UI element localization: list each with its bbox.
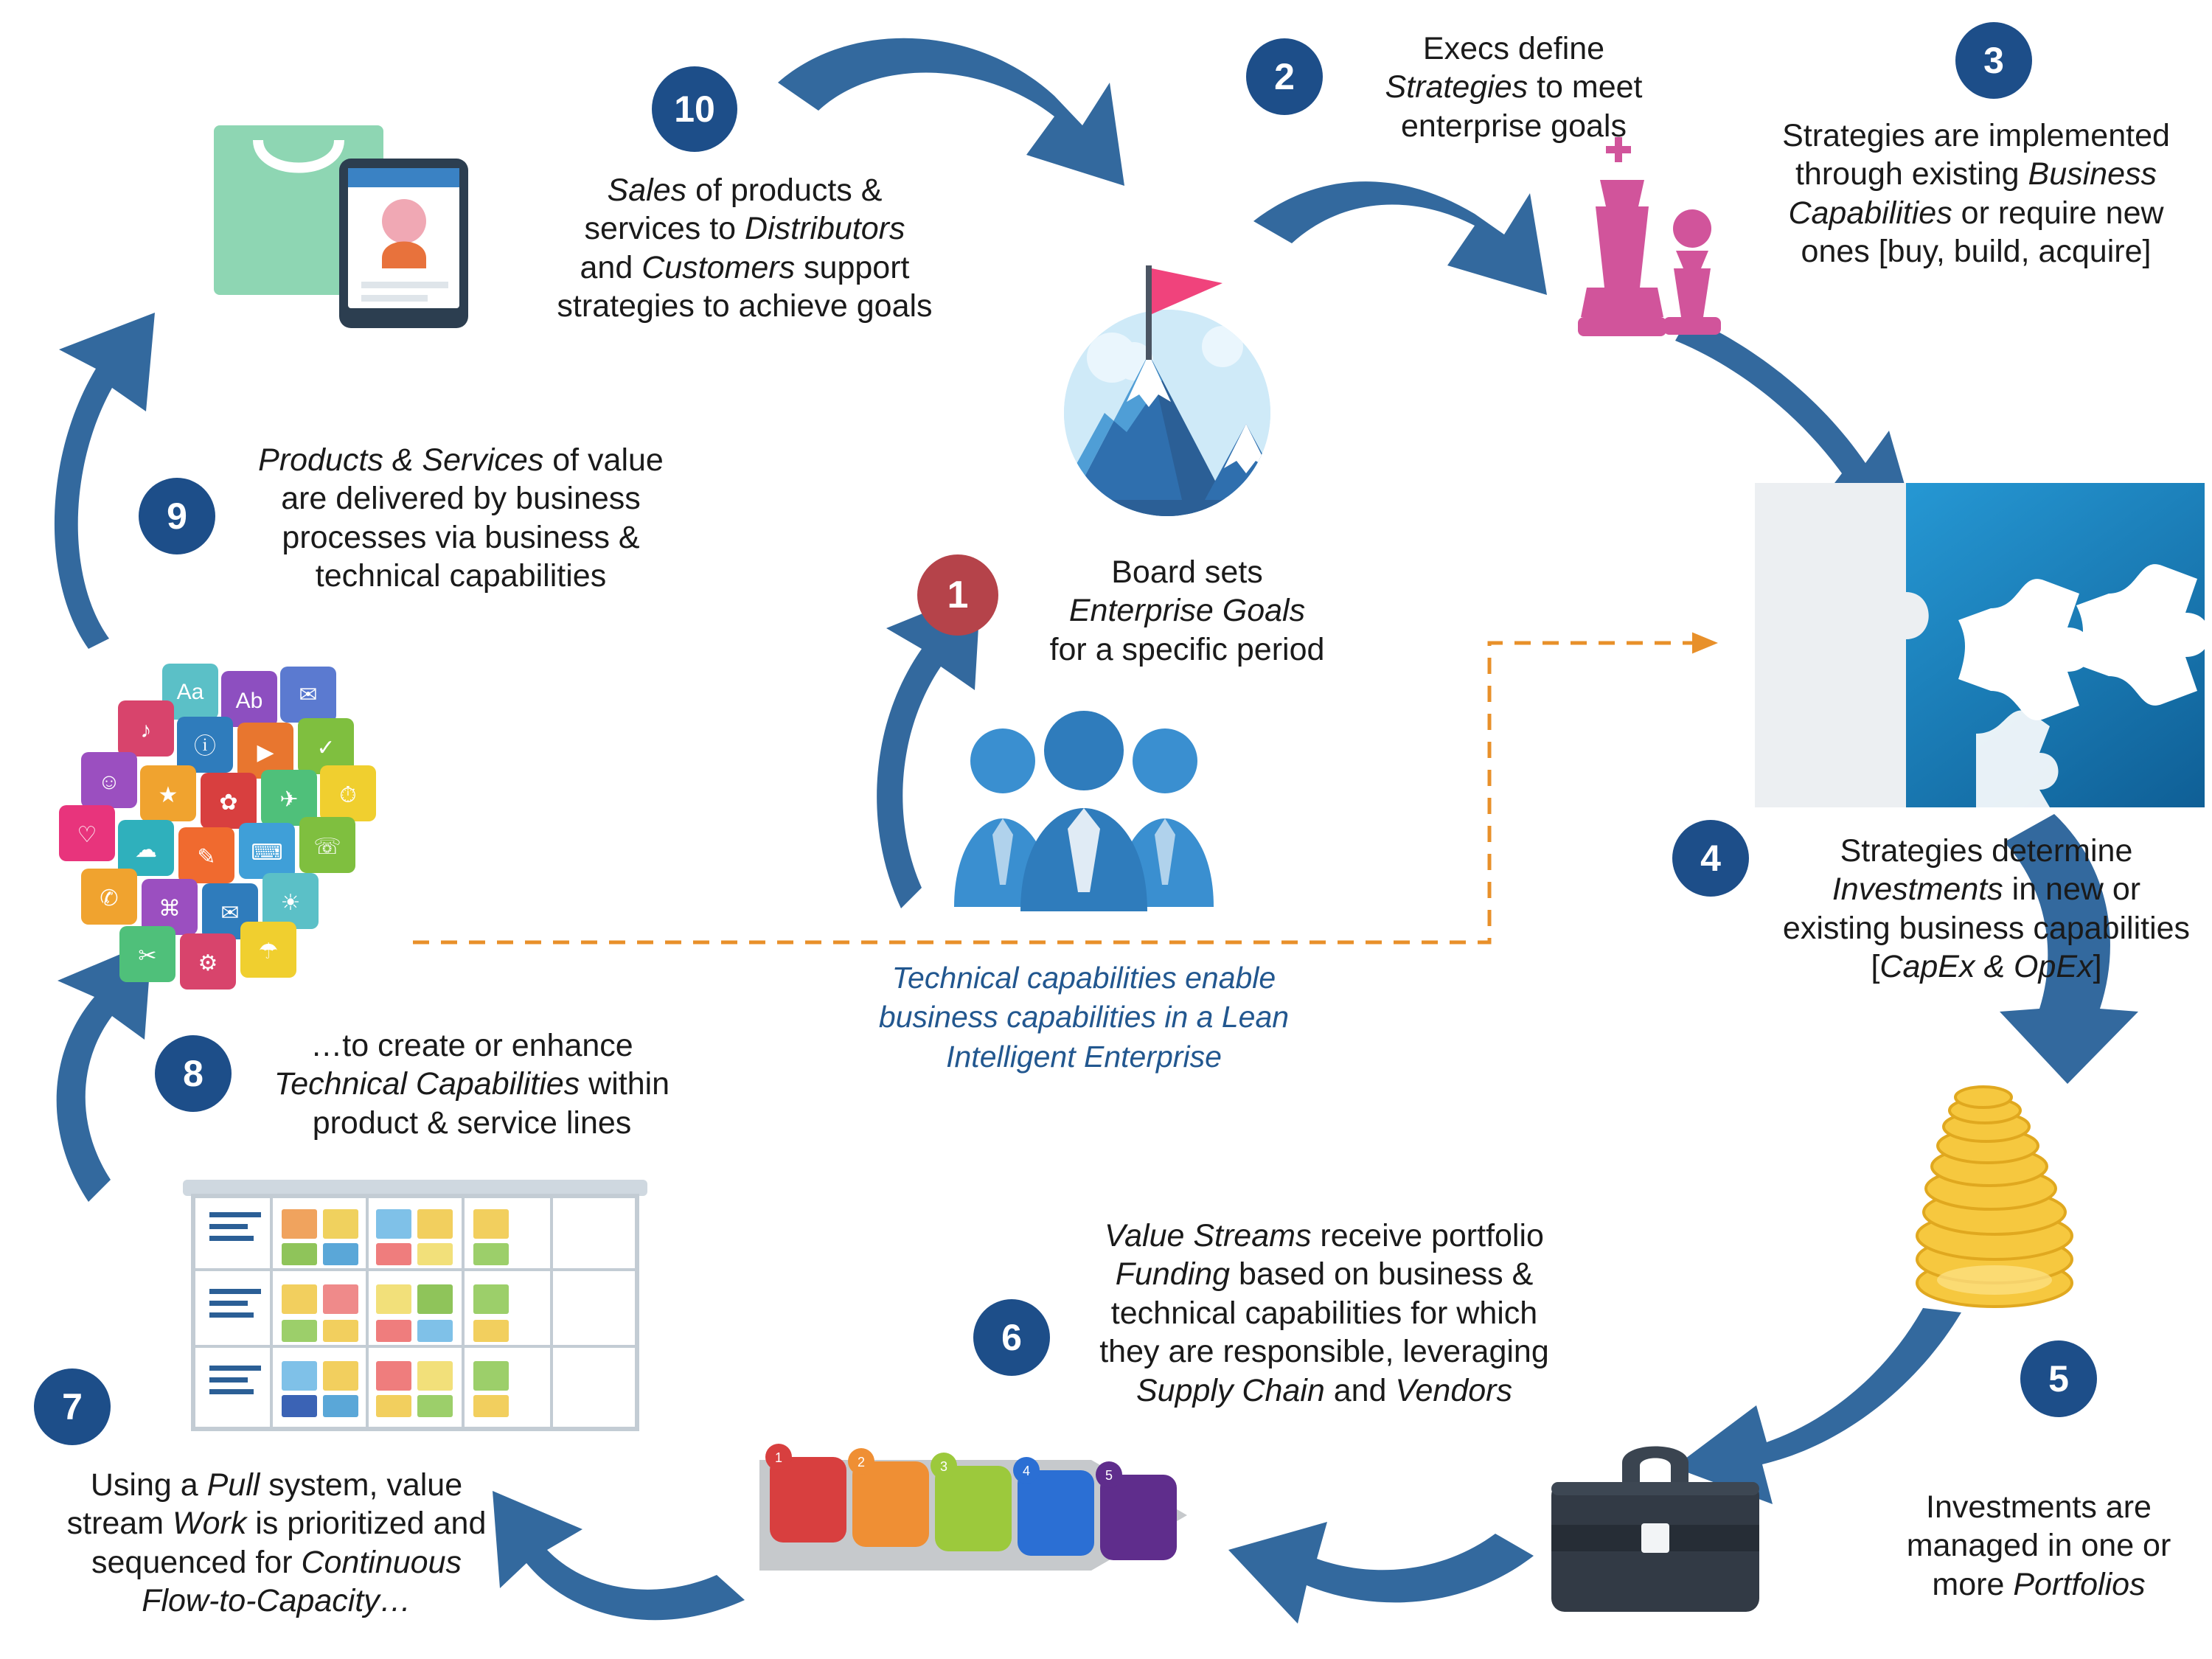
step-7-line-3: sequenced for Continuous	[91, 1544, 462, 1580]
step-5-line-2: managed in one or	[1906, 1528, 2171, 1564]
step-badge-1: 1	[917, 554, 998, 636]
svg-text:✓: ✓	[316, 736, 335, 760]
svg-text:✈: ✈	[279, 787, 299, 812]
svg-text:✂: ✂	[138, 944, 157, 968]
step-2-line-3: enterprise goals	[1401, 108, 1627, 144]
step-7-line-4: Flow-to-Capacity…	[142, 1583, 411, 1619]
step-7-line-2: stream Work is prioritized and	[66, 1506, 487, 1542]
step-4-line-4: [CapEx & OpEx]	[1871, 949, 2102, 985]
shopping-bag-icon	[206, 111, 487, 339]
svg-text:☁: ☁	[135, 838, 157, 862]
step-badge-2: 2	[1246, 38, 1323, 115]
svg-text:☏: ☏	[313, 835, 341, 859]
step-4-line-1: Strategies determine	[1840, 833, 2133, 869]
svg-text:⌘: ⌘	[159, 897, 181, 921]
svg-text:☀: ☀	[280, 891, 301, 915]
step-text-6	[1059, 1217, 1590, 1410]
svg-text:Ab: Ab	[235, 689, 263, 713]
step-9-line-2: are delivered by business	[281, 481, 641, 517]
step-text-4	[1765, 832, 2208, 987]
step-10-line-4: strategies to achieve goals	[557, 288, 933, 324]
step-badge-9: 9	[139, 478, 215, 554]
svg-text:⏱: ⏱	[339, 783, 357, 807]
step-8-line-1: …to create or enhance	[310, 1028, 633, 1063]
step-10-line-3: and Customers support	[580, 249, 910, 285]
step-3-line-2: through existing Business	[1795, 156, 2157, 192]
step-badge-3: 3	[1955, 22, 2032, 99]
step-8-line-2: Technical Capabilities within	[274, 1066, 670, 1102]
step-text-2	[1348, 29, 1680, 145]
step-6-line-5: Supply Chain and Vendors	[1136, 1372, 1512, 1408]
step-text-1	[1032, 553, 1342, 669]
svg-text:1: 1	[774, 1450, 783, 1465]
step-8-line-3: product & service lines	[312, 1105, 632, 1141]
step-1-line-1: Board sets	[1111, 554, 1263, 590]
svg-text:5: 5	[1105, 1468, 1113, 1483]
kanban-board-icon	[183, 1180, 647, 1445]
step-6-line-1: Value Streams receive portfolio	[1105, 1218, 1544, 1253]
briefcase-icon	[1541, 1430, 1770, 1622]
svg-text:Aa: Aa	[176, 680, 204, 704]
step-3-line-4: ones [buy, build, acquire]	[1801, 234, 2152, 270]
puzzle-pieces-icon	[1755, 483, 2205, 807]
svg-text:✆: ✆	[100, 886, 119, 911]
svg-text:★: ★	[158, 783, 178, 807]
svg-text:☺: ☺	[97, 770, 121, 794]
step-badge-10: 10	[652, 66, 737, 152]
step-6-line-2: Funding based on business &	[1115, 1256, 1534, 1293]
step-4-line-2: Investments in new or	[1832, 872, 2141, 908]
lean-enterprise-note	[855, 959, 1312, 1077]
mountain-flag-goal-icon	[1038, 243, 1296, 516]
step-badge-7: 7	[34, 1368, 111, 1445]
step-text-8	[243, 1026, 700, 1142]
step-2-line-1: Execs define	[1422, 31, 1605, 66]
step-10-line-1: Sales of products &	[607, 173, 883, 208]
step-3-line-3: Capabilities or require new	[1788, 195, 2164, 231]
step-9-line-1: Products & Services of value	[258, 442, 664, 478]
step-text-5	[1865, 1488, 2212, 1604]
svg-text:♪: ♪	[140, 718, 152, 742]
svg-text:ⓘ: ⓘ	[194, 734, 216, 759]
chess-pieces-icon	[1556, 147, 1740, 369]
coins-stack-icon	[1873, 1069, 2116, 1312]
note-line-1: Technical capabilities enable	[891, 961, 1276, 995]
step-text-10	[516, 171, 973, 326]
step-5-line-3: more Portfolios	[1932, 1566, 2146, 1602]
step-badge-5: 5	[2020, 1340, 2097, 1417]
step-4-line-3: existing business capabilities	[1782, 910, 2191, 946]
value-stream-arrow-icon	[745, 1430, 1209, 1600]
note-line-3: Intelligent Enterprise	[946, 1039, 1222, 1074]
step-6-line-3: technical capabilities for which	[1110, 1295, 1538, 1331]
svg-text:⚙: ⚙	[198, 951, 218, 975]
svg-text:♡: ♡	[77, 823, 97, 847]
svg-text:✉: ✉	[299, 683, 318, 707]
step-9-line-3: processes via business &	[282, 519, 640, 555]
svg-text:✉: ✉	[220, 901, 240, 925]
step-badge-6: 6	[973, 1299, 1050, 1376]
step-text-9	[221, 441, 700, 596]
svg-text:✿: ✿	[219, 790, 238, 815]
step-6-line-4: they are responsible, leveraging	[1099, 1334, 1549, 1370]
app-cubes-icon	[37, 649, 420, 995]
svg-text:3: 3	[939, 1459, 948, 1474]
step-text-7	[22, 1466, 531, 1621]
step-3-line-1: Strategies are implemented	[1782, 118, 2170, 153]
svg-text:4: 4	[1022, 1464, 1031, 1478]
board-of-directors-icon	[944, 708, 1224, 914]
note-line-2: business capabilities in a Lean	[878, 1000, 1290, 1034]
step-badge-4: 4	[1672, 820, 1749, 897]
svg-text:☂: ☂	[258, 939, 279, 964]
step-badge-8: 8	[155, 1035, 232, 1112]
step-9-line-4: technical capabilities	[315, 558, 607, 594]
svg-text:▶: ▶	[257, 740, 274, 765]
svg-text:✎: ✎	[197, 845, 216, 869]
svg-text:⌨: ⌨	[251, 841, 283, 865]
step-10-line-2: services to Distributors	[584, 211, 905, 247]
svg-text:2: 2	[857, 1455, 866, 1470]
step-1-line-3: for a specific period	[1049, 631, 1325, 667]
step-2-line-2: Strategies to meet	[1385, 69, 1643, 105]
step-1-line-2: Enterprise Goals	[1068, 593, 1306, 629]
step-text-3	[1755, 116, 2197, 271]
step-5-line-1: Investments are	[1926, 1489, 2152, 1525]
step-7-line-1: Using a Pull system, value	[90, 1467, 463, 1503]
